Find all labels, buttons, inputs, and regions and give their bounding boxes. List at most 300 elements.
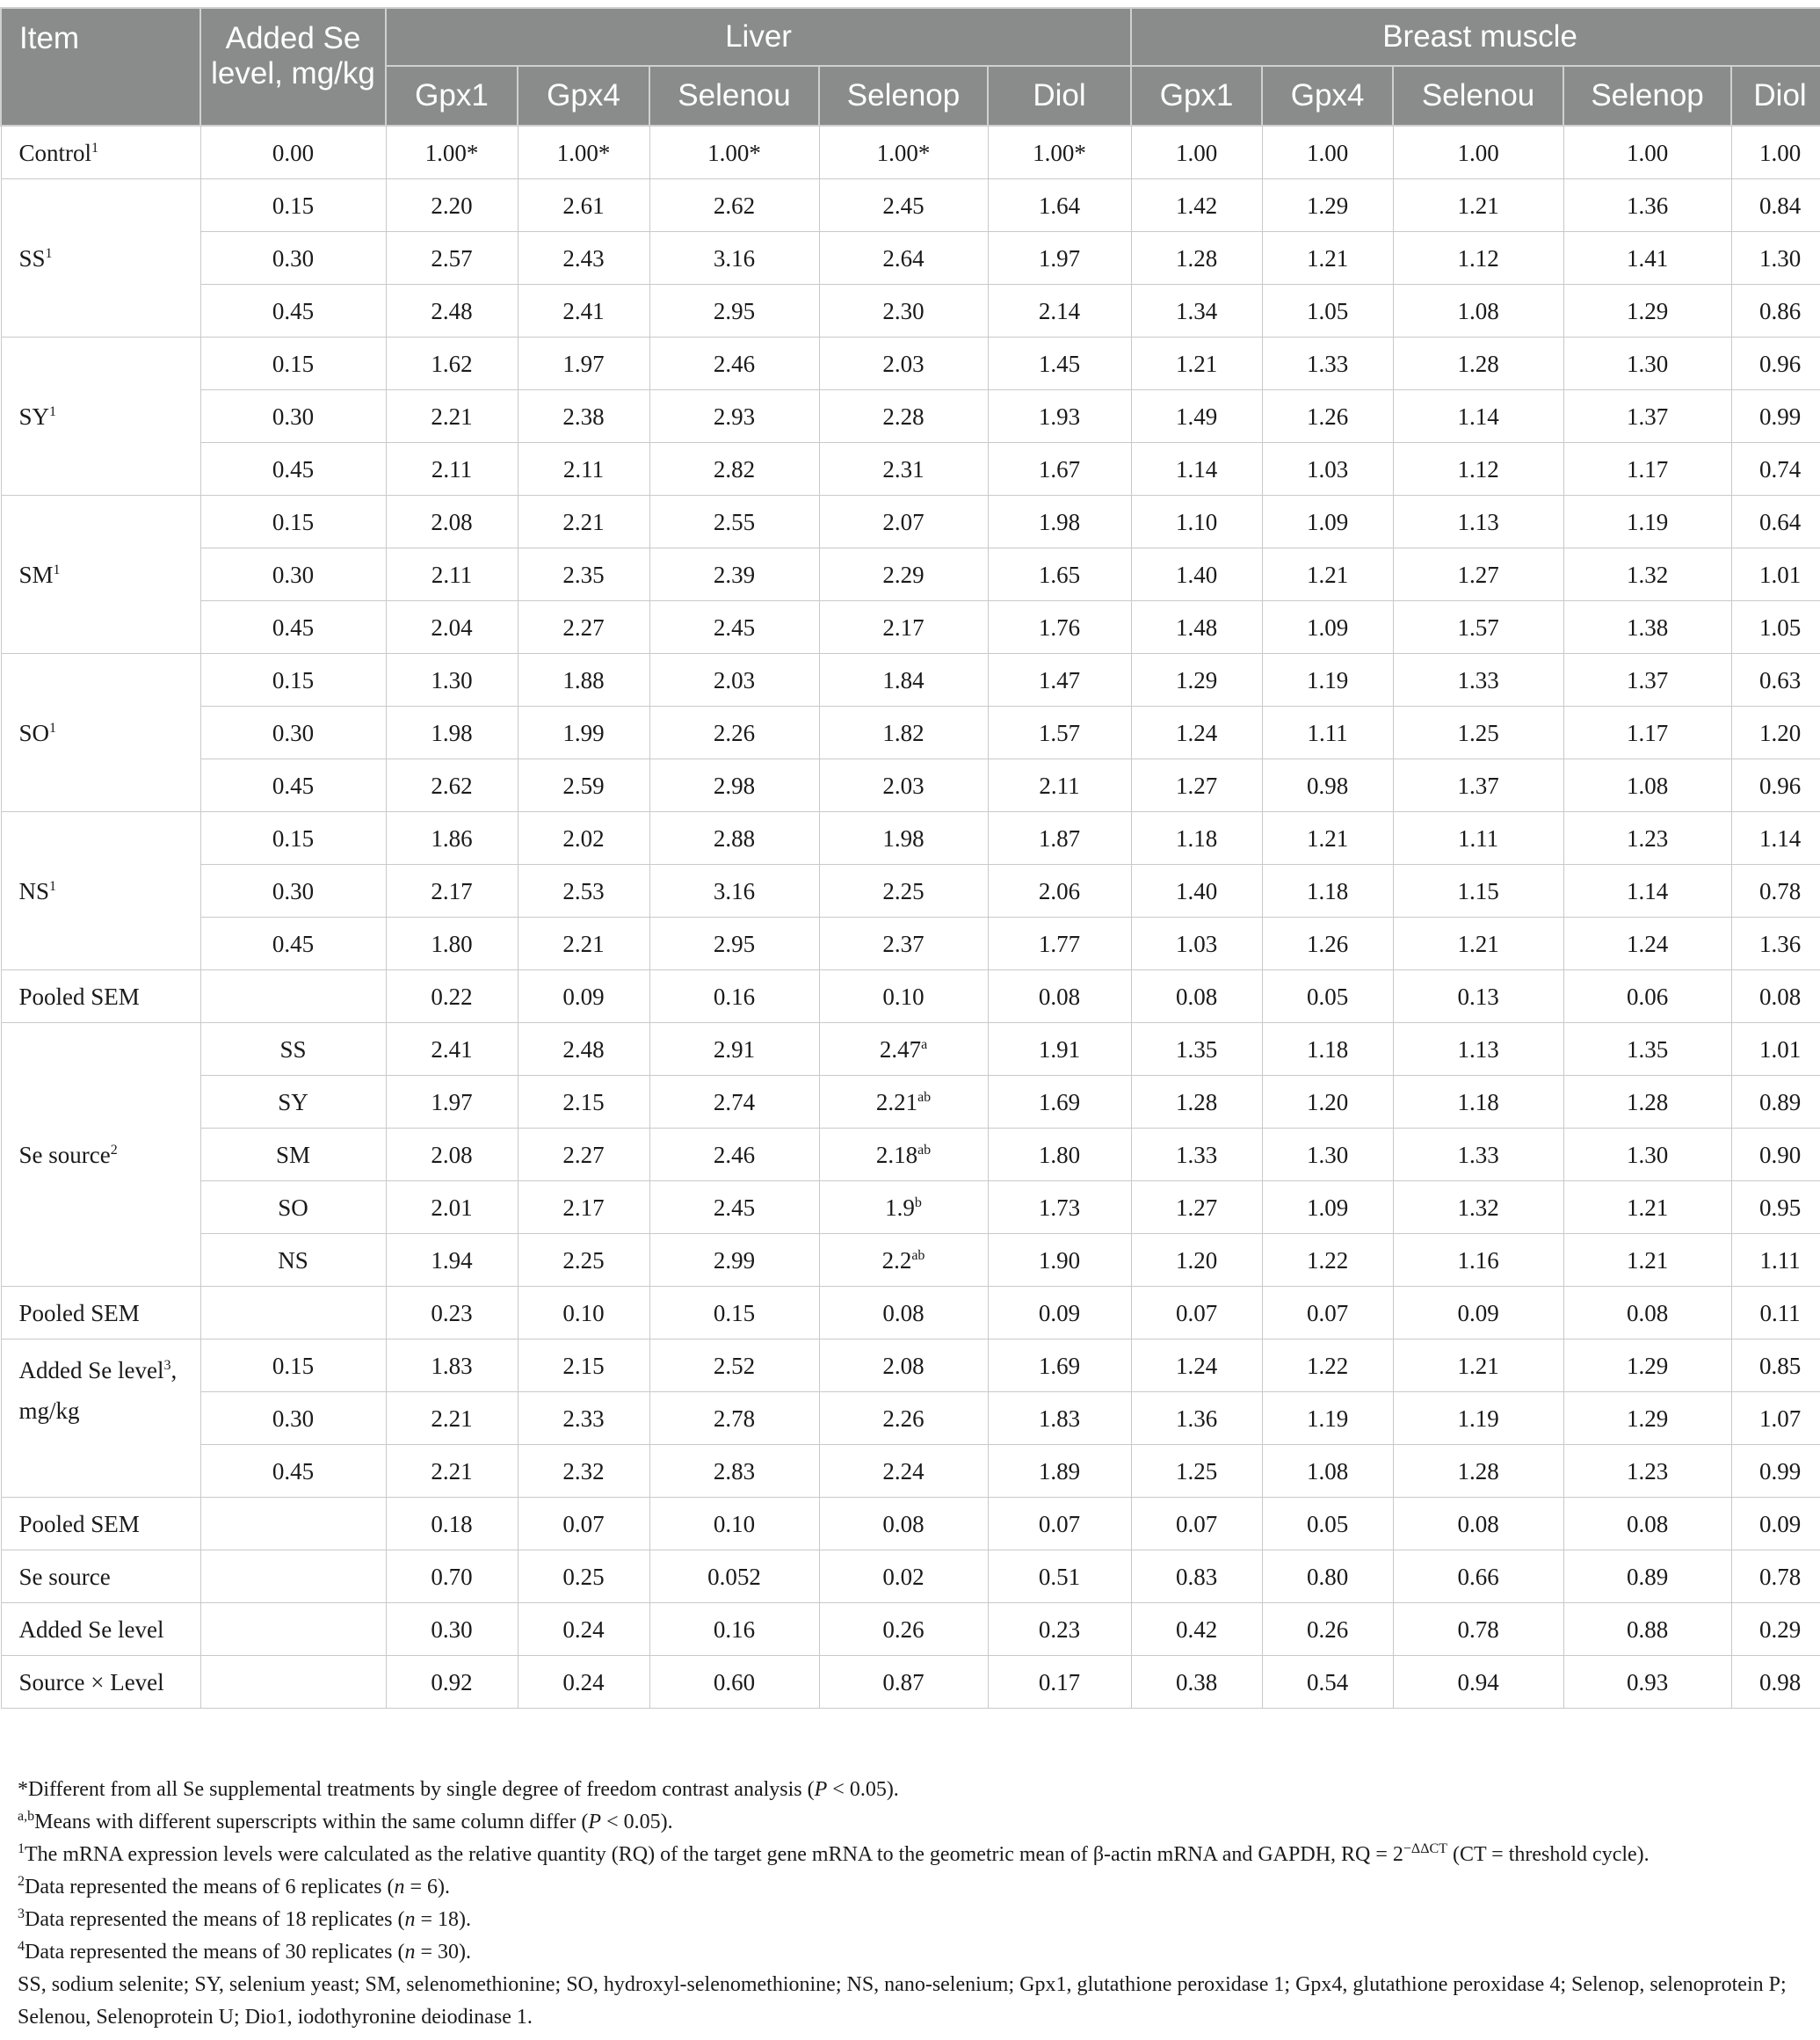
value-cell: 1.90 xyxy=(988,1234,1131,1287)
value-cell: 0.99 xyxy=(1731,390,1820,443)
empty-cell xyxy=(200,1656,386,1709)
value-cell: 2.35 xyxy=(518,548,649,601)
value-cell: 2.08 xyxy=(386,1129,518,1181)
footnote-superscripts: $^{a,b}$Means with different superscripts within the same column differ (P < 0.05). xyxy=(18,1809,673,1833)
row-level-2 xyxy=(1,1445,1820,1498)
value-cell: 0.09 xyxy=(518,970,649,1023)
value-cell: 1.35 xyxy=(1563,1023,1731,1076)
value-cell: 1.9$^b$ xyxy=(819,1181,988,1234)
item-sy: $SY^1$ xyxy=(1,338,200,496)
value-cell: 0.17 xyxy=(988,1656,1131,1709)
header-liver-diol: Diol xyxy=(988,66,1131,126)
value-cell: 1.32 xyxy=(1563,548,1731,601)
results-table-container xyxy=(0,7,1820,1709)
level-cell: 0.15 xyxy=(200,654,386,707)
value-cell: 2.95 xyxy=(649,918,819,970)
value-cell: 1.37 xyxy=(1563,390,1731,443)
value-cell: 1.57 xyxy=(988,707,1131,759)
value-cell: 2.02 xyxy=(518,812,649,865)
value-cell: 1.25 xyxy=(1393,707,1563,759)
row-ns-2 xyxy=(1,918,1820,970)
value-cell: 0.05 xyxy=(1262,1498,1393,1550)
value-cell: 1.22 xyxy=(1262,1339,1393,1392)
value-cell: 0.07 xyxy=(988,1498,1131,1550)
value-cell: 0.15 xyxy=(649,1287,819,1339)
header-breast-gpx1: Gpx1 xyxy=(1131,66,1262,126)
value-cell: 2.91 xyxy=(649,1023,819,1076)
value-cell: 2.11 xyxy=(386,548,518,601)
value-cell: 2.32 xyxy=(518,1445,649,1498)
value-cell: 1.30 xyxy=(1563,1129,1731,1181)
value-cell: 1.11 xyxy=(1731,1234,1820,1287)
value-cell: 1.17 xyxy=(1563,443,1731,496)
value-cell: 2.45 xyxy=(819,179,988,232)
value-cell: 1.00 xyxy=(1731,126,1820,179)
value-cell: 0.84 xyxy=(1731,179,1820,232)
value-cell: 1.20 xyxy=(1262,1076,1393,1129)
value-cell: 1.89 xyxy=(988,1445,1131,1498)
value-cell: 2.74 xyxy=(649,1076,819,1129)
value-cell: 2.11 xyxy=(386,443,518,496)
row-source-0 xyxy=(1,1023,1820,1076)
value-cell: 1.21 xyxy=(1262,812,1393,865)
value-cell: 2.37 xyxy=(819,918,988,970)
value-cell: 0.08 xyxy=(1131,970,1262,1023)
level-cell: 0.30 xyxy=(200,707,386,759)
value-cell: 2.15 xyxy=(518,1339,649,1392)
row-ns-0 xyxy=(1,812,1820,865)
value-cell: 1.00* xyxy=(819,126,988,179)
value-cell: 1.01 xyxy=(1731,548,1820,601)
value-cell: 3.16 xyxy=(649,232,819,285)
value-cell: 1.14 xyxy=(1393,390,1563,443)
header-liver-gpx4: Gpx4 xyxy=(518,66,649,126)
row-pooled-sem-2 xyxy=(1,1287,1820,1339)
results-table xyxy=(0,7,1820,1709)
value-cell: 2.17 xyxy=(518,1181,649,1234)
value-cell: 2.64 xyxy=(819,232,988,285)
value-cell: 2.41 xyxy=(518,285,649,338)
value-cell: 2.24 xyxy=(819,1445,988,1498)
value-cell: 2.53 xyxy=(518,865,649,918)
value-cell: 0.08 xyxy=(1563,1498,1731,1550)
value-cell: 1.87 xyxy=(988,812,1131,865)
table-header xyxy=(1,8,1820,126)
item-pooled-sem: Pooled SEM xyxy=(1,970,200,1023)
value-cell: 2.17 xyxy=(386,865,518,918)
value-cell: 1.28 xyxy=(1131,1076,1262,1129)
value-cell: 2.21 xyxy=(386,1392,518,1445)
level-cell: 0.30 xyxy=(200,232,386,285)
value-cell: 2.52 xyxy=(649,1339,819,1392)
value-cell: 1.62 xyxy=(386,338,518,390)
value-cell: 2.31 xyxy=(819,443,988,496)
value-cell: 2.55 xyxy=(649,496,819,548)
empty-cell xyxy=(200,970,386,1023)
row-sm-1 xyxy=(1,548,1820,601)
value-cell: 1.83 xyxy=(988,1392,1131,1445)
value-cell: 0.08 xyxy=(819,1498,988,1550)
value-cell: 2.25 xyxy=(819,865,988,918)
value-cell: 1.67 xyxy=(988,443,1131,496)
value-cell: 2.47$^a$ xyxy=(819,1023,988,1076)
value-cell: 2.26 xyxy=(649,707,819,759)
footnote-abbreviations: SS, sodium selenite; SY, selenium yeast; SM, selenomethionine; SO, hydroxyl-selenomethionine; NS, nano-selenium; Gpx1, glutathione peroxidase 1; Gpx4, glutathione peroxidase 4; Selenop, selenoprotein P; Selenou, Selenoprotein U; Dio1, iodothyronine deiodinase 1. xyxy=(18,1973,1787,2029)
value-cell: 1.30 xyxy=(1731,232,1820,285)
value-cell: 1.99 xyxy=(518,707,649,759)
value-cell: 1.28 xyxy=(1563,1076,1731,1129)
value-cell: 1.86 xyxy=(386,812,518,865)
value-cell: 2.88 xyxy=(649,812,819,865)
value-cell: 0.07 xyxy=(518,1498,649,1550)
value-cell: 1.98 xyxy=(988,496,1131,548)
value-cell: 2.07 xyxy=(819,496,988,548)
level-cell: 0.15 xyxy=(200,496,386,548)
value-cell: 1.37 xyxy=(1563,654,1731,707)
value-cell: 2.95 xyxy=(649,285,819,338)
value-cell: 0.16 xyxy=(649,970,819,1023)
value-cell: 0.54 xyxy=(1262,1656,1393,1709)
value-cell: 1.13 xyxy=(1393,496,1563,548)
value-cell: 1.27 xyxy=(1131,759,1262,812)
row-pooled-sem-1 xyxy=(1,970,1820,1023)
header-liver-selenop: Selenop xyxy=(819,66,988,126)
value-cell: 1.20 xyxy=(1731,707,1820,759)
value-cell: 1.00 xyxy=(1131,126,1262,179)
footnote-4: $^4$Data represented the means of 30 replicates (n = 30). xyxy=(18,1939,471,1964)
value-cell: 1.24 xyxy=(1131,707,1262,759)
value-cell: 3.16 xyxy=(649,865,819,918)
value-cell: 2.57 xyxy=(386,232,518,285)
value-cell: 1.57 xyxy=(1393,601,1563,654)
value-cell: 1.35 xyxy=(1131,1023,1262,1076)
value-cell: 2.62 xyxy=(386,759,518,812)
header-breast-diol: Diol xyxy=(1731,66,1820,126)
value-cell: 2.93 xyxy=(649,390,819,443)
header-breast-gpx4: Gpx4 xyxy=(1262,66,1393,126)
value-cell: 1.03 xyxy=(1131,918,1262,970)
value-cell: 1.29 xyxy=(1563,1392,1731,1445)
value-cell: 1.32 xyxy=(1393,1181,1563,1234)
value-cell: 0.51 xyxy=(988,1550,1131,1603)
value-cell: 2.08 xyxy=(819,1339,988,1392)
value-cell: 1.20 xyxy=(1131,1234,1262,1287)
value-cell: 0.74 xyxy=(1731,443,1820,496)
value-cell: 1.45 xyxy=(988,338,1131,390)
item-ns: $NS^1$ xyxy=(1,812,200,970)
value-cell: 1.69 xyxy=(988,1339,1131,1392)
value-cell: 2.25 xyxy=(518,1234,649,1287)
value-cell: 2.83 xyxy=(649,1445,819,1498)
level-cell: SS xyxy=(200,1023,386,1076)
footnote-asterisk: *Different from all Se supplemental treatments by single degree of freedom contrast analysis (P < 0.05). xyxy=(18,1778,899,1801)
level-cell: 0.45 xyxy=(200,1445,386,1498)
value-cell: 0.16 xyxy=(649,1603,819,1656)
level-cell: 0.30 xyxy=(200,390,386,443)
header-breast-selenou: Selenou xyxy=(1393,66,1563,126)
value-cell: 0.94 xyxy=(1393,1656,1563,1709)
value-cell: 2.41 xyxy=(386,1023,518,1076)
header-item: Item xyxy=(1,8,200,126)
value-cell: 1.49 xyxy=(1131,390,1262,443)
value-cell: 0.24 xyxy=(518,1656,649,1709)
value-cell: 1.01 xyxy=(1731,1023,1820,1076)
value-cell: 0.98 xyxy=(1731,1656,1820,1709)
value-cell: 0.08 xyxy=(988,970,1131,1023)
item-p-source: Se source xyxy=(1,1550,200,1603)
footnote-3: $^3$Data represented the means of 18 replicates (n = 18). xyxy=(18,1906,471,1931)
value-cell: 1.05 xyxy=(1262,285,1393,338)
value-cell: 1.27 xyxy=(1393,548,1563,601)
value-cell: 2.11 xyxy=(988,759,1131,812)
value-cell: 1.69 xyxy=(988,1076,1131,1129)
value-cell: 1.11 xyxy=(1393,812,1563,865)
value-cell: 1.18 xyxy=(1393,1076,1563,1129)
value-cell: 0.89 xyxy=(1563,1550,1731,1603)
value-cell: 1.08 xyxy=(1393,285,1563,338)
value-cell: 1.30 xyxy=(1262,1129,1393,1181)
value-cell: 0.09 xyxy=(1393,1287,1563,1339)
value-cell: 0.07 xyxy=(1262,1287,1393,1339)
level-cell: 0.15 xyxy=(200,1339,386,1392)
level-cell: 0.30 xyxy=(200,548,386,601)
value-cell: 0.30 xyxy=(386,1603,518,1656)
value-cell: 0.80 xyxy=(1262,1550,1393,1603)
level-cell: 0.45 xyxy=(200,918,386,970)
value-cell: 0.08 xyxy=(1393,1498,1563,1550)
value-cell: 1.21 xyxy=(1393,1339,1563,1392)
empty-cell xyxy=(200,1287,386,1339)
value-cell: 1.00 xyxy=(1393,126,1563,179)
value-cell: 0.13 xyxy=(1393,970,1563,1023)
value-cell: 2.21$^{ab}$ xyxy=(819,1076,988,1129)
level-cell: 0.30 xyxy=(200,1392,386,1445)
row-sy-2 xyxy=(1,443,1820,496)
item-pooled-sem: Pooled SEM xyxy=(1,1498,200,1550)
value-cell: 2.62 xyxy=(649,179,819,232)
value-cell: 0.25 xyxy=(518,1550,649,1603)
value-cell: 2.04 xyxy=(386,601,518,654)
value-cell: 1.07 xyxy=(1731,1392,1820,1445)
value-cell: 0.07 xyxy=(1131,1498,1262,1550)
row-ss-1 xyxy=(1,232,1820,285)
level-cell: 0.15 xyxy=(200,179,386,232)
value-cell: 1.33 xyxy=(1393,1129,1563,1181)
level-cell: 0.15 xyxy=(200,338,386,390)
value-cell: 0.23 xyxy=(988,1603,1131,1656)
value-cell: 2.82 xyxy=(649,443,819,496)
level-cell: 0.45 xyxy=(200,285,386,338)
value-cell: 1.33 xyxy=(1393,654,1563,707)
value-cell: 1.21 xyxy=(1563,1234,1731,1287)
value-cell: 1.14 xyxy=(1731,812,1820,865)
row-ss-0 xyxy=(1,179,1820,232)
value-cell: 0.26 xyxy=(1262,1603,1393,1656)
value-cell: 1.77 xyxy=(988,918,1131,970)
value-cell: 0.87 xyxy=(819,1656,988,1709)
value-cell: 1.36 xyxy=(1563,179,1731,232)
value-cell: 1.10 xyxy=(1131,496,1262,548)
value-cell: 1.40 xyxy=(1131,865,1262,918)
level-cell: NS xyxy=(200,1234,386,1287)
row-so-0 xyxy=(1,654,1820,707)
header-added-se-level: Added Se level, mg/kg xyxy=(200,8,386,126)
value-cell: 0.93 xyxy=(1563,1656,1731,1709)
value-cell: 0.38 xyxy=(1131,1656,1262,1709)
header-liver-selenou: Selenou xyxy=(649,66,819,126)
value-cell: 2.26 xyxy=(819,1392,988,1445)
table-footnotes xyxy=(18,1774,1810,2034)
value-cell: 1.21 xyxy=(1563,1181,1731,1234)
value-cell: 1.22 xyxy=(1262,1234,1393,1287)
level-cell: 0.45 xyxy=(200,601,386,654)
value-cell: 0.06 xyxy=(1563,970,1731,1023)
value-cell: 2.18$^{ab}$ xyxy=(819,1129,988,1181)
value-cell: 2.43 xyxy=(518,232,649,285)
value-cell: 1.30 xyxy=(1563,338,1731,390)
value-cell: 1.42 xyxy=(1131,179,1262,232)
item-added-se-level: Added Se level$^3$, mg/kg xyxy=(1,1339,200,1498)
value-cell: 1.41 xyxy=(1563,232,1731,285)
value-cell: 0.11 xyxy=(1731,1287,1820,1339)
value-cell: 0.86 xyxy=(1731,285,1820,338)
value-cell: 1.09 xyxy=(1262,601,1393,654)
value-cell: 2.46 xyxy=(649,1129,819,1181)
value-cell: 0.10 xyxy=(649,1498,819,1550)
value-cell: 2.61 xyxy=(518,179,649,232)
level-cell: 0.45 xyxy=(200,443,386,496)
value-cell: 1.03 xyxy=(1262,443,1393,496)
footnote-2: $^2$Data represented the means of 6 replicates (n = 6). xyxy=(18,1874,450,1898)
value-cell: 1.36 xyxy=(1131,1392,1262,1445)
value-cell: 0.83 xyxy=(1131,1550,1262,1603)
value-cell: 0.09 xyxy=(1731,1498,1820,1550)
value-cell: 0.92 xyxy=(386,1656,518,1709)
value-cell: 2.2$^{ab}$ xyxy=(819,1234,988,1287)
level-cell: SM xyxy=(200,1129,386,1181)
value-cell: 1.34 xyxy=(1131,285,1262,338)
row-p-level xyxy=(1,1603,1820,1656)
value-cell: 2.48 xyxy=(386,285,518,338)
item-se-source: Se source$^2$ xyxy=(1,1023,200,1287)
value-cell: 1.91 xyxy=(988,1023,1131,1076)
value-cell: 1.18 xyxy=(1262,865,1393,918)
value-cell: 0.88 xyxy=(1563,1603,1731,1656)
value-cell: 1.97 xyxy=(518,338,649,390)
value-cell: 2.21 xyxy=(386,390,518,443)
row-level-1 xyxy=(1,1392,1820,1445)
value-cell: 2.39 xyxy=(649,548,819,601)
empty-cell xyxy=(200,1550,386,1603)
value-cell: 0.23 xyxy=(386,1287,518,1339)
value-cell: 1.93 xyxy=(988,390,1131,443)
value-cell: 0.22 xyxy=(386,970,518,1023)
value-cell: 1.00* xyxy=(386,126,518,179)
value-cell: 1.25 xyxy=(1131,1445,1262,1498)
value-cell: 1.21 xyxy=(1262,548,1393,601)
value-cell: 1.80 xyxy=(386,918,518,970)
value-cell: 1.98 xyxy=(819,812,988,865)
value-cell: 1.28 xyxy=(1393,1445,1563,1498)
row-sm-0 xyxy=(1,496,1820,548)
value-cell: 1.18 xyxy=(1262,1023,1393,1076)
value-cell: 1.19 xyxy=(1262,1392,1393,1445)
value-cell: 1.14 xyxy=(1563,865,1731,918)
value-cell: 1.13 xyxy=(1393,1023,1563,1076)
value-cell: 1.21 xyxy=(1131,338,1262,390)
value-cell: 0.98 xyxy=(1262,759,1393,812)
value-cell: 1.65 xyxy=(988,548,1131,601)
value-cell: 0.70 xyxy=(386,1550,518,1603)
value-cell: 0.05 xyxy=(1262,970,1393,1023)
value-cell: 1.08 xyxy=(1563,759,1731,812)
row-source-3 xyxy=(1,1181,1820,1234)
row-sy-1 xyxy=(1,390,1820,443)
value-cell: 0.07 xyxy=(1131,1287,1262,1339)
value-cell: 1.19 xyxy=(1262,654,1393,707)
value-cell: 2.06 xyxy=(988,865,1131,918)
value-cell: 0.63 xyxy=(1731,654,1820,707)
value-cell: 0.09 xyxy=(988,1287,1131,1339)
value-cell: 1.24 xyxy=(1131,1339,1262,1392)
value-cell: 2.27 xyxy=(518,1129,649,1181)
item-p-interaction: Source × Level xyxy=(1,1656,200,1709)
value-cell: 1.00 xyxy=(1563,126,1731,179)
value-cell: 0.99 xyxy=(1731,1445,1820,1498)
value-cell: 2.21 xyxy=(518,496,649,548)
value-cell: 1.29 xyxy=(1563,285,1731,338)
value-cell: 2.78 xyxy=(649,1392,819,1445)
value-cell: 1.47 xyxy=(988,654,1131,707)
value-cell: 1.11 xyxy=(1262,707,1393,759)
value-cell: 1.00 xyxy=(1262,126,1393,179)
value-cell: 1.26 xyxy=(1262,918,1393,970)
value-cell: 1.12 xyxy=(1393,232,1563,285)
value-cell: 0.10 xyxy=(518,1287,649,1339)
value-cell: 0.64 xyxy=(1731,496,1820,548)
row-level-0 xyxy=(1,1339,1820,1392)
value-cell: 2.45 xyxy=(649,1181,819,1234)
value-cell: 1.26 xyxy=(1262,390,1393,443)
value-cell: 1.19 xyxy=(1563,496,1731,548)
value-cell: 0.10 xyxy=(819,970,988,1023)
value-cell: 0.96 xyxy=(1731,338,1820,390)
value-cell: 2.33 xyxy=(518,1392,649,1445)
value-cell: 1.36 xyxy=(1731,918,1820,970)
value-cell: 1.38 xyxy=(1563,601,1731,654)
value-cell: 1.33 xyxy=(1262,338,1393,390)
value-cell: 1.23 xyxy=(1563,1445,1731,1498)
value-cell: 1.64 xyxy=(988,179,1131,232)
value-cell: 1.14 xyxy=(1131,443,1262,496)
value-cell: 1.30 xyxy=(386,654,518,707)
value-cell: 1.48 xyxy=(1131,601,1262,654)
value-cell: 1.76 xyxy=(988,601,1131,654)
table-body xyxy=(1,126,1820,1709)
value-cell: 0.24 xyxy=(518,1603,649,1656)
item-ss: $SS^1$ xyxy=(1,179,200,338)
row-source-1 xyxy=(1,1076,1820,1129)
value-cell: 2.01 xyxy=(386,1181,518,1234)
value-cell: 2.03 xyxy=(819,759,988,812)
value-cell: 2.29 xyxy=(819,548,988,601)
value-cell: 1.00* xyxy=(988,126,1131,179)
value-cell: 0.90 xyxy=(1731,1129,1820,1181)
level-cell: 0.45 xyxy=(200,759,386,812)
level-cell: 0.00 xyxy=(200,126,386,179)
header-breast-muscle: Breast muscle xyxy=(1131,8,1820,66)
value-cell: 2.20 xyxy=(386,179,518,232)
